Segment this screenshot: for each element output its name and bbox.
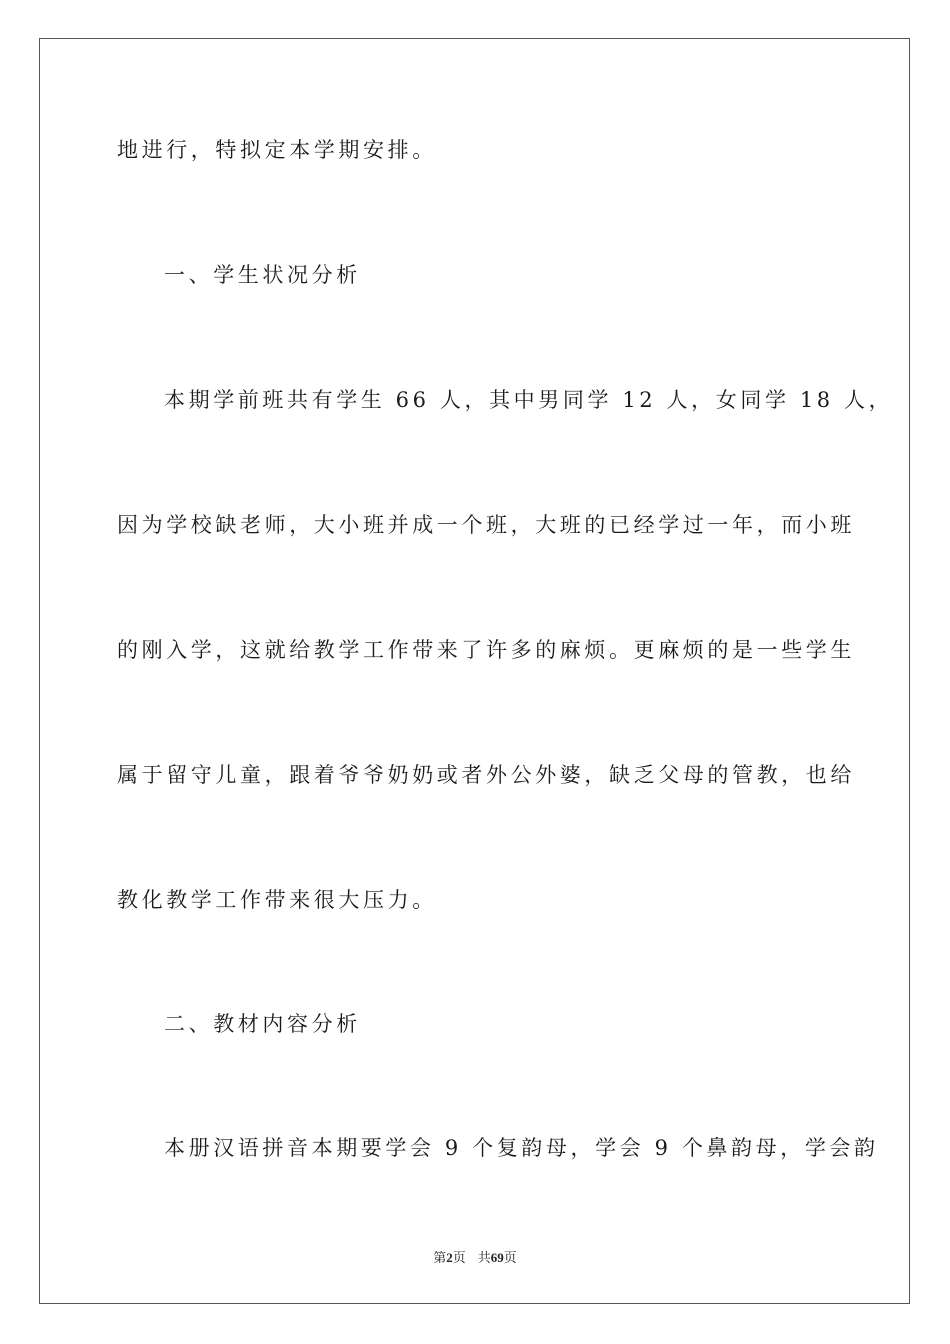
paragraph-line: 属于留守儿童，跟着爷爷奶奶或者外公外婆，缺乏父母的管教，也给 bbox=[117, 763, 855, 787]
section-heading-student-analysis: 一、学生状况分析 bbox=[164, 263, 361, 287]
paragraph-line: 本期学前班共有学生 66 人，其中男同学 12 人，女同学 18 人， bbox=[164, 388, 894, 412]
section-heading-textbook-analysis: 二、教材内容分析 bbox=[164, 1012, 361, 1036]
paragraph-line: 因为学校缺老师，大小班并成一个班，大班的已经学过一年，而小班 bbox=[117, 513, 855, 537]
page-frame bbox=[39, 38, 910, 1304]
paragraph-line: 的刚入学，这就给教学工作带来了许多的麻烦。更麻烦的是一些学生 bbox=[117, 638, 855, 662]
paragraph-line: 教化教学工作带来很大压力。 bbox=[117, 888, 437, 912]
page-prefix: 第 bbox=[433, 1250, 447, 1265]
total-pages: 69 bbox=[490, 1250, 504, 1265]
total-suffix: 页 bbox=[503, 1250, 517, 1265]
page-number: 2 bbox=[446, 1250, 453, 1265]
paragraph-line: 地进行，特拟定本学期安排。 bbox=[117, 138, 437, 162]
page-footer bbox=[0, 1247, 950, 1266]
page-suffix: 页 bbox=[452, 1250, 466, 1265]
paragraph-line: 本册汉语拼音本期要学会 9 个复韵母，学会 9 个鼻韵母，学会韵 bbox=[164, 1136, 879, 1160]
total-prefix: 共 bbox=[477, 1250, 491, 1265]
